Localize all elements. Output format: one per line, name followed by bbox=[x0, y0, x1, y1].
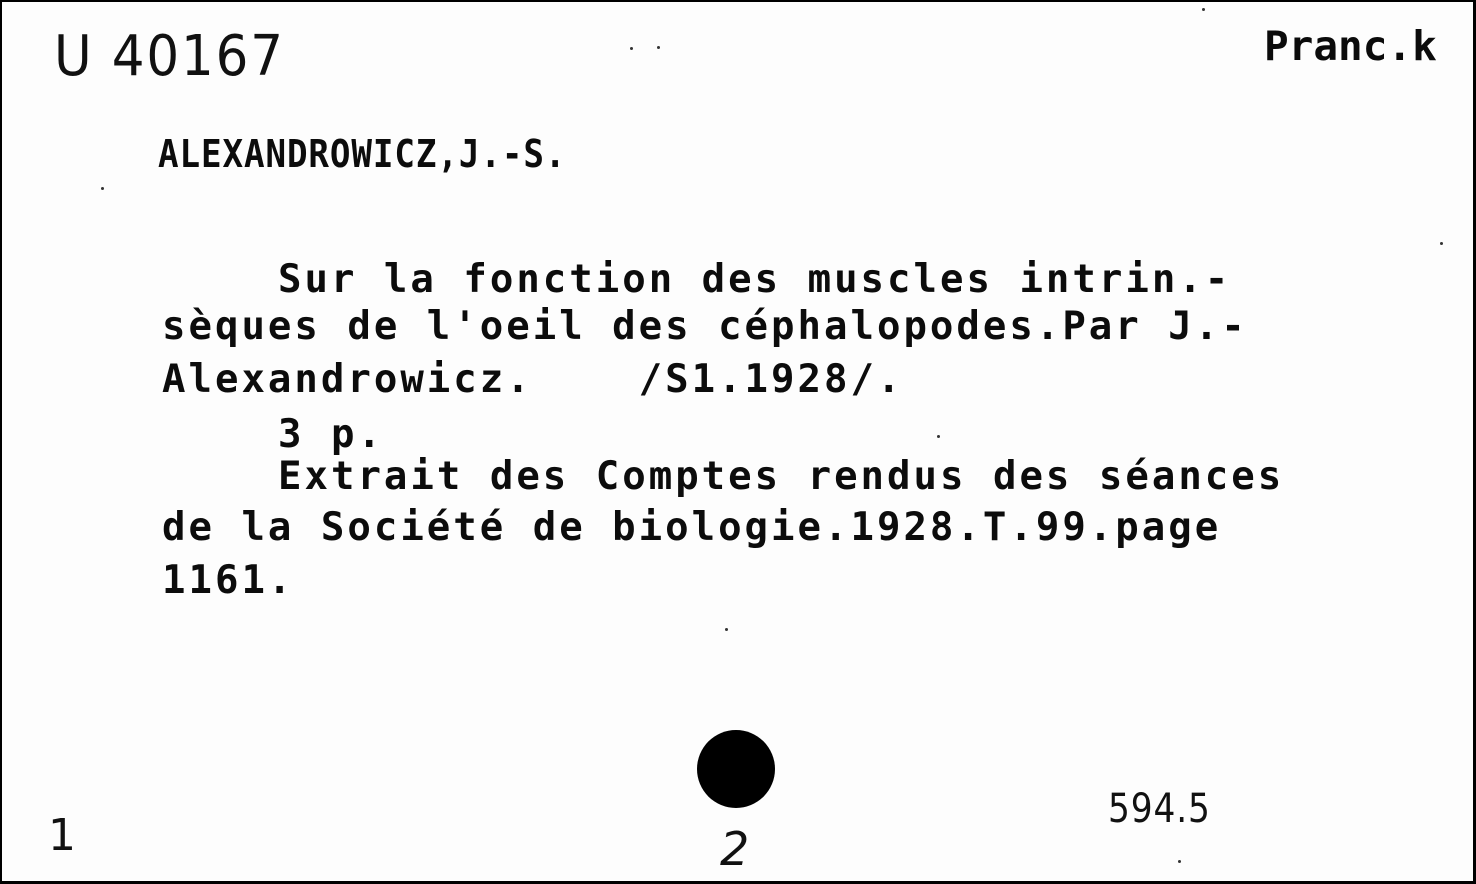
title-line-1: Sur la fonction des muscles intrin.- bbox=[278, 257, 1232, 302]
classification-number: 594.5 bbox=[1108, 786, 1211, 832]
source-note-line-2: de la Société de biologie.1928.T.99.page bbox=[162, 505, 1222, 550]
handwritten-mark: 2 bbox=[720, 822, 750, 876]
ink-speck bbox=[101, 187, 104, 190]
pagination-line: 3 p. bbox=[278, 412, 384, 457]
ink-speck bbox=[1178, 860, 1181, 863]
ink-speck bbox=[1440, 242, 1443, 245]
call-number: U 40167 bbox=[54, 24, 285, 89]
punch-hole bbox=[697, 730, 775, 808]
author-imprint-line: Alexandrowicz. /S1.1928/. bbox=[162, 357, 904, 402]
source-note-line-1: Extrait des Comptes rendus des séances bbox=[278, 454, 1285, 499]
ink-speck bbox=[630, 47, 633, 50]
ink-speck bbox=[657, 46, 660, 49]
title-line-2: sèques de l'oeil des céphalopodes.Par J.- bbox=[162, 304, 1248, 349]
ink-speck bbox=[937, 435, 940, 438]
source-note-line-3: 1161. bbox=[162, 558, 295, 603]
ink-speck bbox=[725, 628, 728, 631]
author-heading: ALEXANDROWICZ,J.-S. bbox=[158, 132, 567, 176]
card-sequence-number: 1 bbox=[48, 810, 76, 861]
language-code: Pranc.k bbox=[1264, 22, 1437, 70]
ink-speck bbox=[1202, 8, 1205, 11]
